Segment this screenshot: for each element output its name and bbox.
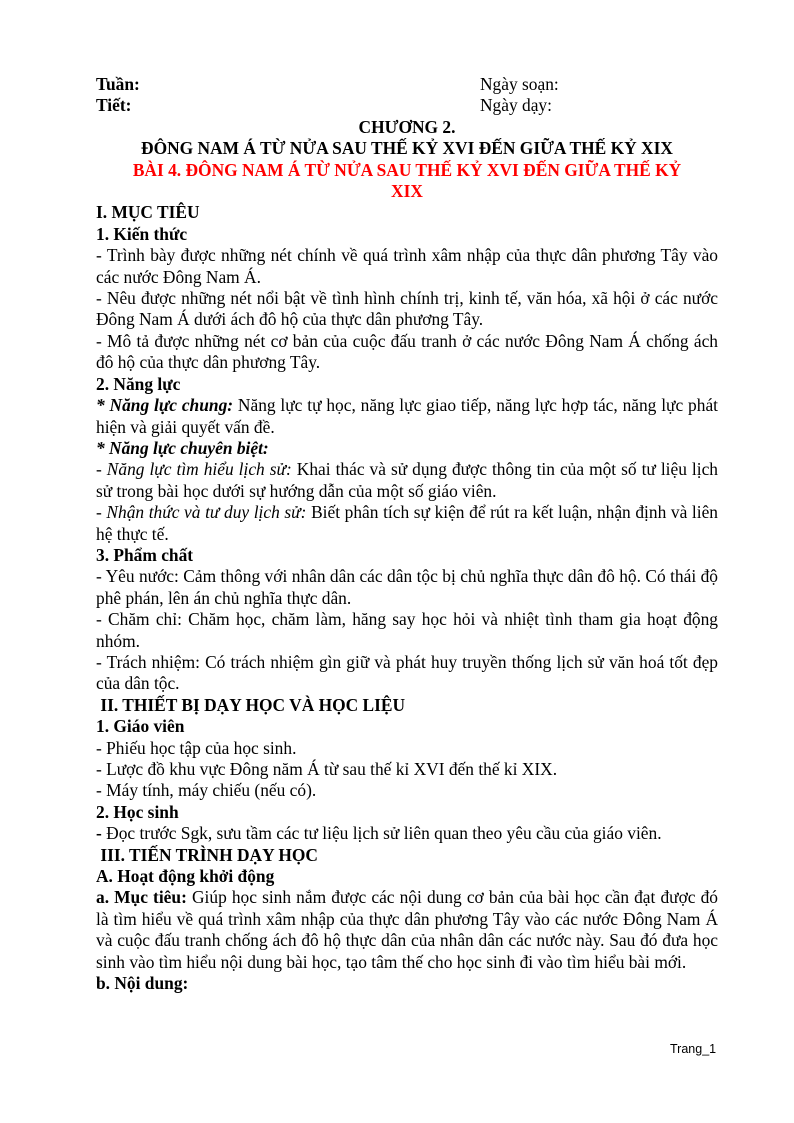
knowledge-item: - Nêu được những nét nổi bật về tình hình chính trị, kinh tế, văn hóa, xã hội ở các nước Đông Nam Á dưới ách đô hộ của thực dân phương Tây. [96,288,718,330]
section-1-heading: I. MỤC TIÊU [96,202,200,223]
specific-competence-item [96,459,718,502]
general-competence [96,395,718,438]
goal-text: Giúp học sinh nắm được các nội dung cơ bản của bài học cần đạt được đó là tìm hiểu về quá trình xâm nhập của thực dân phương Tây vào các nước Đông Nam Á và cuộc đấu tranh chống ách đô hộ thực dân của nhân dân các nước này. Sau đó đưa học sinh vào tìm hiểu nội dung bài học, tạo tâm thế cho học sinh đi vào tìm hiểu bài mới. [96,887,718,972]
teacher-item: - Lược đồ khu vực Đông năm Á từ sau thế kỉ XVI đến thế kỉ XIX. [96,759,558,779]
content-label: b. Nội dung: [96,973,189,994]
knowledge-item: - Trình bày được những nét chính về quá trình xâm nhập của thực dân phương Tây vào các nước Đông Nam Á. [96,245,718,287]
student-item [96,823,718,844]
header-row-2 [96,95,718,116]
quality-item: - Trách nhiệm: Có trách nhiệm gìn giữ và phát huy truyền thống lịch sử văn hoá tốt đẹp của dân tộc. [96,651,718,694]
goal-label: a. Mục tiêu: [96,887,187,908]
general-competence-label: * Năng lực chung: [96,395,234,416]
student-heading: 2. Học sinh [96,801,179,822]
specific-item-text: Biết phân tích sự kiện để rút ra kết luận, nhận định và liên hệ thực tế. [96,502,718,544]
specific-item-label: - Nhận thức và tư duy lịch sử: [96,502,307,523]
lesson-title-line2: XIX [391,181,423,202]
teacher-item: - Phiếu học tập của học sinh. [96,737,297,758]
page-number: Trang_1 [670,1042,717,1056]
chapter-title: CHƯƠNG 2. [358,116,456,137]
specific-competence-item [96,502,718,545]
period-label: Tiết: [96,95,132,116]
section-2-heading: II. THIẾT BỊ DẠY HỌC VÀ HỌC LIỆU [96,694,406,715]
prep-date-label: Ngày soạn: [480,74,559,94]
competence-heading: 2. Năng lực [96,373,181,394]
teach-date-label: Ngày dạy: [480,95,552,116]
lesson-title-line1: BÀI 4. ĐÔNG NAM Á TỪ NỬA SAU THẾ KỶ XVI ĐẾN GIỮA THẾ KỶ [132,159,682,180]
knowledge-item: - Mô tả được những nét cơ bản của cuộc đấu tranh ở các nước Đông Nam Á chống ách đô hộ của thực dân phương Tây. [96,330,718,373]
quality-heading: 3. Phẩm chất [96,544,194,565]
knowledge-heading: 1. Kiến thức [96,223,188,244]
teacher-item: - Máy tính, máy chiếu (nếu có). [96,780,317,801]
quality-item: - Yêu nước: Cảm thông với nhân dân các dân tộc bị chủ nghĩa thực dân đô hộ. Có thái độ phê phán, lên án chủ nghĩa thực dân. [96,566,718,608]
quality-item: - Chăm chỉ: Chăm học, chăm làm, hăng say học hỏi và nhiệt tình tham gia hoạt động nhóm. [96,609,718,651]
student-text: Đọc trước Sgk, sưu tầm các tư liệu lịch sử liên quan theo yêu cầu của giáo viên. [101,823,662,844]
document-page [96,74,718,994]
general-competence-text: Năng lực tự học, năng lực giao tiếp, năng lực hợp tác, năng lực phát hiện và giải quyết vấn đề. [96,395,718,437]
specific-item-text: Khai thác và sử dụng được thông tin của một số tư liệu lịch sử trong bài học dưới sự hướng dẫn của một số giáo viên. [96,459,718,501]
activity-a-goal [96,887,718,973]
week-label: Tuần: [96,74,140,94]
teacher-heading: 1. Giáo viên [96,716,185,737]
chapter-subtitle: ĐÔNG NAM Á TỪ NỬA SAU THẾ KỶ XVI ĐẾN GIỮA THẾ KỶ XIX [141,138,673,159]
header-row-1 [96,74,718,95]
specific-competence-label: * Năng lực chuyên biệt: [96,437,269,458]
section-3-heading: III. TIẾN TRÌNH DẠY HỌC [96,844,318,865]
activity-a-heading: A. Hoạt động khởi động [96,866,275,887]
specific-item-label: - Năng lực tìm hiểu lịch sử: [96,459,292,480]
student-dash: - [96,823,102,844]
